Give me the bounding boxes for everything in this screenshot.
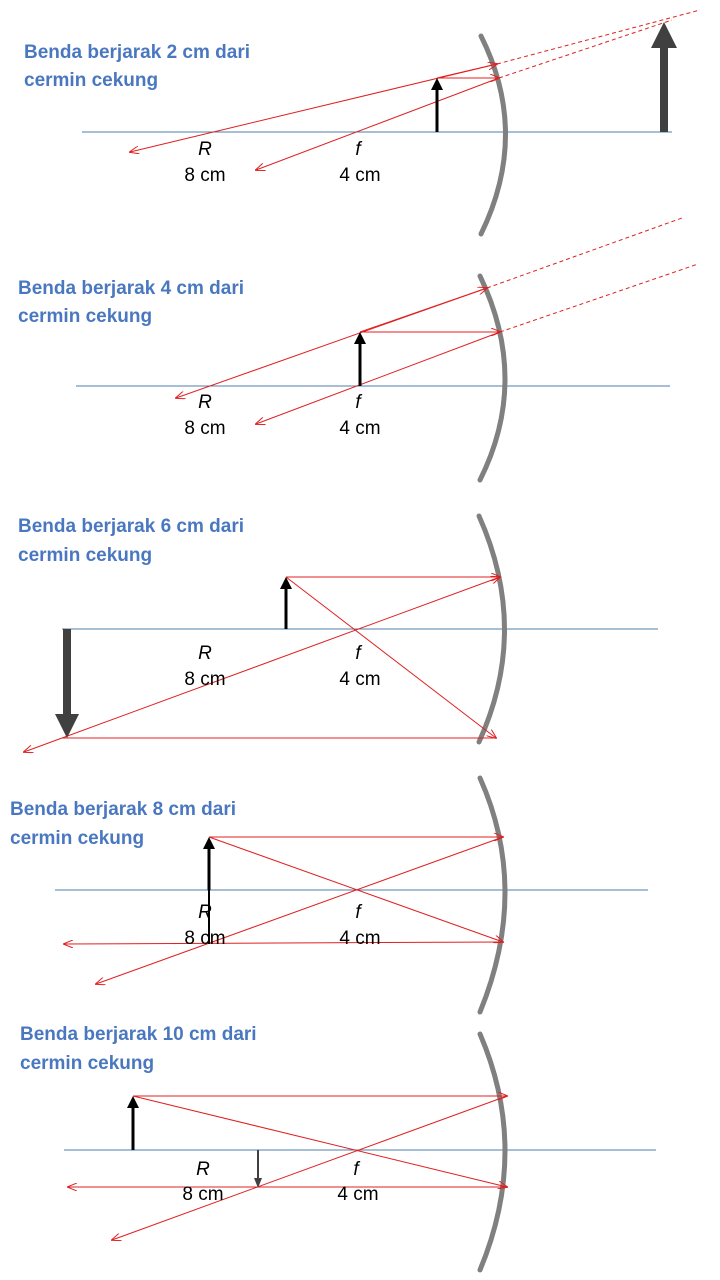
object-arrow — [431, 78, 443, 132]
concave-mirror — [480, 778, 505, 1012]
panel-caption-line2: cermin cekung — [10, 828, 145, 849]
radius-symbol: R — [198, 902, 212, 923]
panel-caption-line2: cermin cekung — [18, 306, 153, 327]
light-rays — [130, 10, 700, 170]
object-arrow — [203, 837, 215, 890]
panel-object-2cm — [24, 10, 700, 234]
focal-symbol: f — [355, 643, 361, 664]
focal-value: 4 cm — [339, 669, 381, 690]
concave-mirror — [481, 36, 506, 234]
concave-mirror — [480, 1034, 505, 1270]
focal-value: 4 cm — [339, 928, 381, 949]
panel-caption-line1: Benda berjarak 10 cm dari — [20, 1024, 257, 1045]
radius-symbol: R — [198, 643, 212, 664]
panel-object-4cm — [18, 218, 698, 480]
image-arrow — [254, 1150, 262, 1188]
panel-caption-line2: cermin cekung — [18, 545, 153, 566]
radius-value: 8 cm — [184, 165, 226, 186]
image-arrow — [651, 22, 677, 132]
panel-caption-line2: cermin cekung — [24, 70, 159, 91]
object-arrow — [354, 332, 366, 386]
panel-object-8cm — [10, 778, 648, 1012]
radius-symbol: R — [198, 139, 212, 160]
radius-value: 8 cm — [182, 1184, 224, 1205]
focal-symbol: f — [355, 902, 361, 923]
panel-caption-line1: Benda berjarak 6 cm dari — [18, 516, 244, 537]
light-rays — [24, 577, 500, 752]
focal-value: 4 cm — [339, 165, 381, 186]
object-arrow — [127, 1096, 139, 1150]
light-rays — [176, 218, 698, 424]
focal-value: 4 cm — [339, 418, 381, 439]
panel-object-10cm — [20, 1024, 656, 1270]
light-rays — [64, 837, 503, 984]
focal-symbol: f — [355, 139, 361, 160]
panel-object-6cm — [18, 516, 658, 752]
image-arrow — [55, 629, 79, 738]
radius-value: 8 cm — [184, 418, 226, 439]
focal-symbol: f — [353, 1159, 359, 1180]
radius-symbol: R — [198, 392, 212, 413]
radius-value: 8 cm — [184, 928, 226, 949]
panel-caption-line1: Benda berjarak 8 cm dari — [10, 799, 236, 820]
panel-caption-line1: Benda berjarak 4 cm dari — [18, 278, 244, 299]
radius-symbol: R — [196, 1159, 210, 1180]
panel-caption-line1: Benda berjarak 2 cm dari — [24, 42, 250, 63]
focal-value: 4 cm — [337, 1184, 379, 1205]
panel-caption-line2: cermin cekung — [20, 1053, 155, 1074]
focal-symbol: f — [355, 392, 361, 413]
concave-mirror — [480, 276, 505, 480]
object-arrow — [280, 577, 292, 629]
radius-value: 8 cm — [184, 669, 226, 690]
